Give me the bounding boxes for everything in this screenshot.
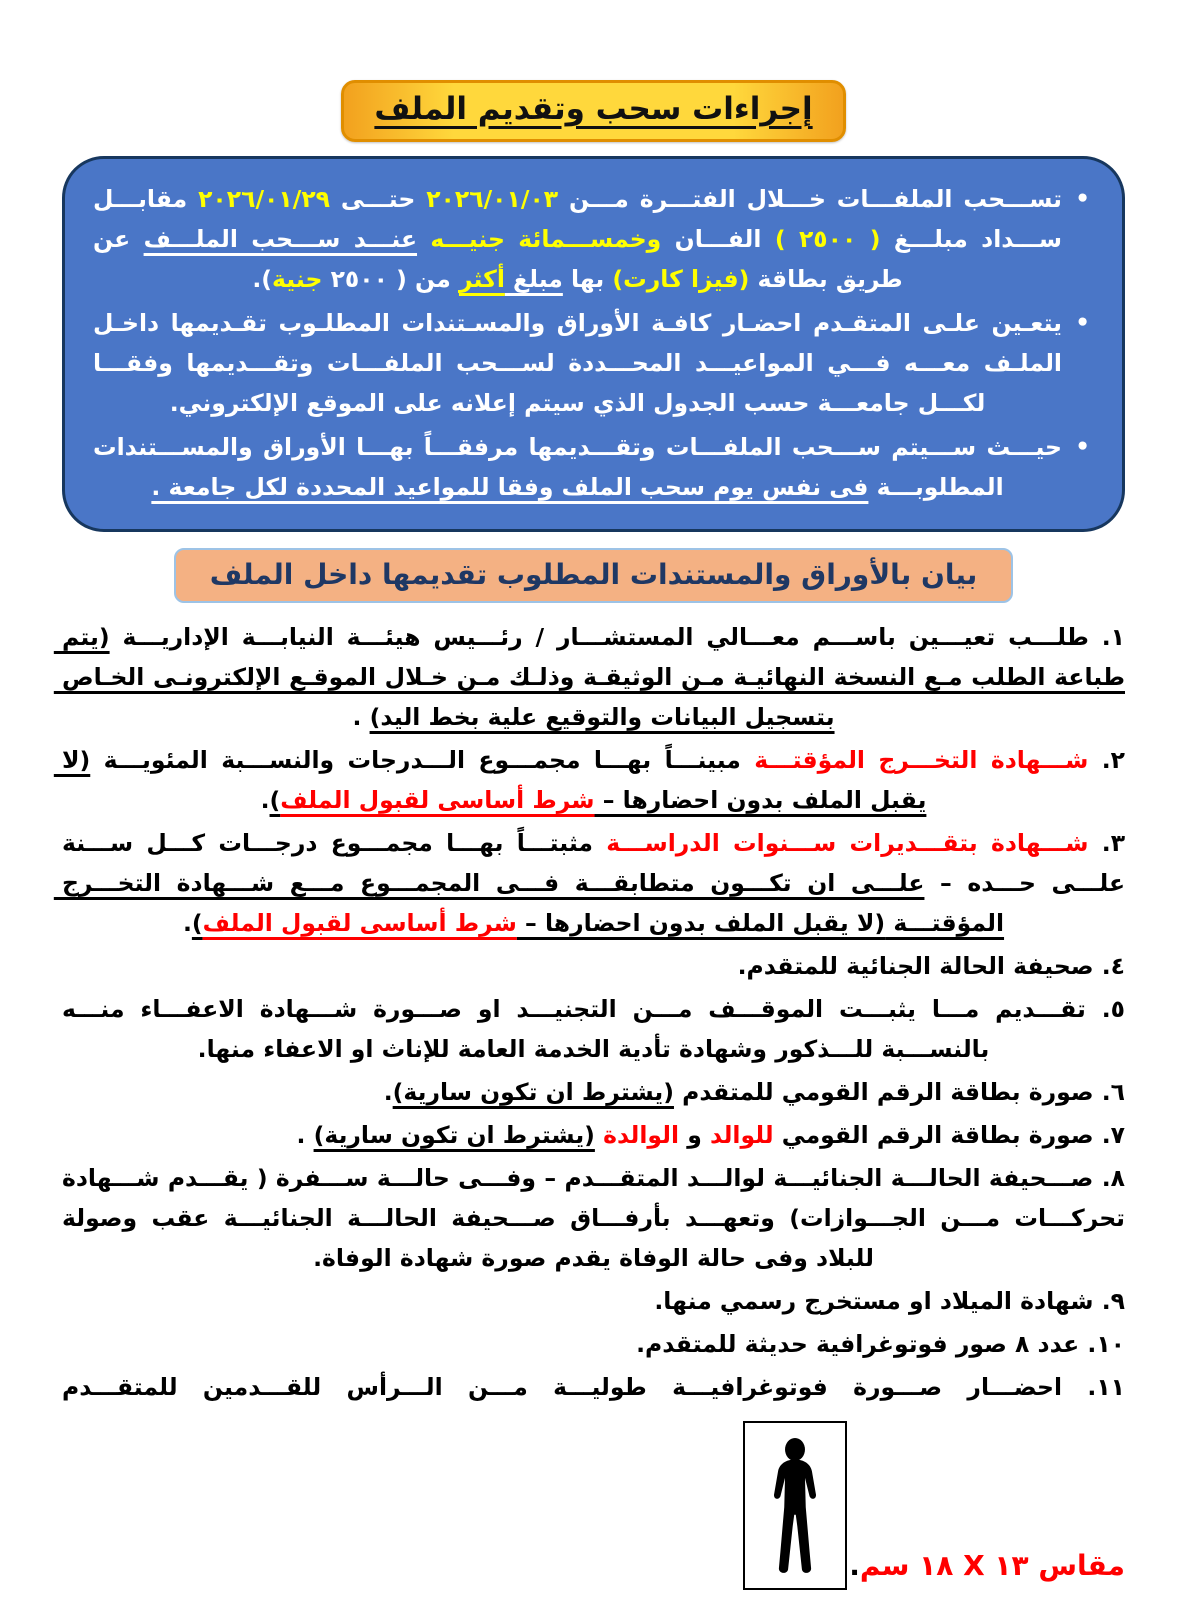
- text-run: (فيزا كارت): [612, 265, 750, 293]
- item-text: [54, 995, 1086, 1063]
- notice-bullet: [84, 303, 1094, 423]
- item-number: ٥.: [1085, 995, 1125, 1023]
- text-run: تقـــديم مـــا يثبـــت الموقـــف مـــن التجنيـــد او صـــورة شـــهادة الاعفـــاء منـــه بالنســـبة للـــذكور وشهادة تأدية الخدمة العامة للإناث او الاعفاء منها.: [53, 995, 1086, 1063]
- text-run: (لا يقبل الملف بدون احضارها –: [516, 909, 886, 937]
- item-number: ٩.: [1093, 1287, 1125, 1315]
- text-run: صحيفة الحالة الجنائية للمتقدم.: [737, 952, 1094, 980]
- item-text: [54, 829, 1125, 937]
- item-number: ١٠.: [1079, 1330, 1125, 1358]
- text-run: .: [182, 909, 192, 937]
- text-run: وخمســـمائة جنيـــه: [417, 225, 662, 253]
- text-run: الوالدة: [603, 1121, 680, 1149]
- notice-bullet: [84, 427, 1094, 507]
- procedures-title-box: [341, 80, 845, 142]
- text-run: .: [260, 786, 270, 814]
- document-list-item: [62, 1367, 1125, 1407]
- text-run: للوالد: [710, 1121, 774, 1149]
- bullet-text: [85, 433, 1062, 501]
- text-run: يتعـين علـى المتقـدم احضـار كافـة الأوراق والمسـتندات المطلـوب تقـديمها داخـل الملـف معـــه فـــي المواعيـــد المحـــددة لســـحب الملفـــات وتقـــديمها وفقـــا لكـــل جامعـــة حسب الجدول الذي سيتم إعلانه على الموقع الإلكتروني.: [84, 309, 1062, 417]
- bullet-text: [85, 309, 1062, 417]
- text-run: طلـــب تعيـــين باســـم معـــالي المستشـــار / رئـــيس هيئـــة النيابـــة الإداريـــة: [109, 623, 1089, 651]
- text-run: من ( ٢٥٠٠: [322, 265, 459, 293]
- text-run: الفـــان: [661, 225, 775, 253]
- item-number: ٦.: [1093, 1078, 1125, 1106]
- text-run: عدد ٨ صور فوتوغرافية حديثة للمتقدم.: [636, 1330, 1080, 1358]
- text-run: حتـــى: [330, 185, 427, 213]
- document-list-item: [53, 823, 1126, 943]
- text-run: صورة بطاقة الرقم القومي: [773, 1121, 1094, 1149]
- text-run: عن طريق بطاقة: [84, 225, 903, 293]
- item-text: [62, 1373, 1062, 1401]
- text-run: احضـــار صـــورة فوتوغرافيـــة طوليـــة مـــن الـــرأس للقـــدمين للمتقـــدم: [62, 1373, 1063, 1401]
- withdrawal-notice-box: [62, 156, 1125, 532]
- bullet-marker-icon: •: [1075, 434, 1090, 460]
- text-run: .: [352, 703, 370, 731]
- item-text: [654, 1287, 1093, 1315]
- text-run: (يشترط ان تكون سارية): [392, 1078, 674, 1106]
- document-list-item: [53, 740, 1126, 820]
- document-list-item: [62, 1072, 1125, 1112]
- text-run: [595, 1121, 603, 1149]
- documents-title-box: [174, 548, 1014, 603]
- item-text: [738, 952, 1094, 980]
- document-list-item: [53, 1158, 1126, 1278]
- text-run: شـــهادة بتقـــديرات ســـنوات الدراســـة: [592, 829, 1089, 857]
- text-run: مبلغ: [504, 265, 563, 293]
- text-run: فى نفس يوم سحب الملف وفقا للمواعيد المحددة لكل جامعة .: [151, 473, 869, 501]
- item-number: ٤.: [1093, 952, 1125, 980]
- text-run: شـــهادة التخـــرج المؤقتـــة: [740, 746, 1089, 774]
- required-documents-list: [53, 617, 1126, 1407]
- item-text: [54, 623, 1125, 731]
- bullet-text: [85, 185, 1062, 293]
- person-silhouette-image: [754, 1438, 836, 1580]
- bullet-marker-icon: •: [1075, 186, 1090, 212]
- document-list-item: [53, 989, 1125, 1069]
- text-run: ( ٢٥٠٠ ): [774, 225, 881, 253]
- text-run: ): [191, 909, 203, 937]
- document-list-item: [53, 617, 1125, 737]
- document-list-item: [62, 1281, 1125, 1321]
- notice-bullet-list: [84, 179, 1094, 507]
- text-run: مثبتـــاً بهـــا مجمـــوع درجـــات كـــل ســـنة علـــى حـــده –: [53, 829, 1125, 897]
- text-run: حيـــث ســـيتم ســـحب الملفـــات وتقـــديمها مرفقـــاً بهـــا الأوراق والمســـتندات المطلوبـــة: [84, 433, 1062, 501]
- item-text: [54, 746, 1089, 814]
- text-run: (يشترط ان تكون سارية): [313, 1121, 595, 1149]
- photo-size-caption: [849, 1549, 1125, 1590]
- text-run: تســـحب الملفـــات خـــلال الفتـــرة مـــن: [558, 185, 1062, 213]
- photo-frame: [743, 1421, 847, 1590]
- text-run: ٢٠٢٦/٠١/٢٩: [198, 185, 331, 213]
- item-number: ١.: [1088, 623, 1125, 651]
- item-number: ٣.: [1088, 829, 1126, 857]
- text-run: ).: [252, 265, 273, 293]
- text-run: .: [849, 1549, 860, 1582]
- photo-spec-row: [62, 1421, 1125, 1590]
- item-text: [54, 1164, 1125, 1272]
- bullet-marker-icon: •: [1075, 310, 1090, 336]
- text-run: مقاس ١٣ X ١٨ سم: [859, 1549, 1125, 1582]
- document-list-item: [62, 1115, 1125, 1155]
- text-run: شهادة الميلاد او مستخرج رسمي منها.: [654, 1287, 1094, 1315]
- notice-bullet: [84, 179, 1094, 299]
- text-run: (لا يقبل الملف بدون احضارها –: [53, 746, 927, 814]
- item-text: [384, 1078, 1094, 1106]
- text-run: مقابـــل ســـداد مبلـــغ: [84, 185, 1063, 253]
- item-number: ٧.: [1093, 1121, 1125, 1149]
- text-run: شرط أساسى لقبول الملف: [280, 786, 595, 814]
- text-run: علـــى ان تكـــون متطابقـــة فـــى المجمـــوع مـــع شـــهادة التخـــرج المؤقتـــة: [53, 869, 1005, 937]
- text-run: (يتم طباعة الطلب مـع النسخة النهائيـة مـن الوثيقـة وذلـك مـن خـلال الموقـع الإلكترونـى الخـاص بتسجيل البيانات والتوقيع علية بخط اليد): [53, 623, 1125, 731]
- item-number: ٨.: [1093, 1164, 1126, 1192]
- item-number: ١١.: [1062, 1373, 1125, 1401]
- text-run: بها: [562, 265, 613, 293]
- text-run: شرط أساسى لقبول الملف: [202, 909, 517, 937]
- text-run: أكثر: [458, 265, 505, 293]
- text-run: صورة بطاقة الرقم القومي للمتقدم: [673, 1078, 1094, 1106]
- text-run: ٢٠٢٦/٠١/٠٣: [426, 185, 559, 213]
- text-run: .: [383, 1078, 393, 1106]
- text-run: جنية: [272, 265, 323, 293]
- procedures-title: إجراءات سحب وتقديم الملف: [374, 91, 813, 127]
- document-list-item: [62, 946, 1125, 986]
- item-text: [636, 1330, 1079, 1358]
- document-list-item: [62, 1324, 1125, 1364]
- documents-title: بيان بالأوراق والمستندات المطلوب تقديمها داخل الملف: [209, 558, 978, 591]
- text-run: .: [296, 1121, 314, 1149]
- text-run: عنـــد ســـحب الملـــف: [143, 225, 418, 253]
- text-run: ): [269, 786, 281, 814]
- text-run: و: [679, 1121, 711, 1149]
- text-run: مبينـــاً بهـــا مجمـــوع الـــدرجات والنســـبة المئويـــة: [90, 746, 741, 774]
- item-text: [296, 1121, 1093, 1149]
- text-run: صـــحيفة الحالـــة الجنائيـــة لوالـــد المتقـــدم – وفـــى حالـــة ســـفرة ( يقـــدم شـــهادة تحركـــات مـــن الجـــوازات) وتعهـــد بأرفـــاق صـــحيفة الحالـــة الجنائيـــة عقب وصولة للبلاد وفى حالة الوفاة يقدم صورة شهادة الوفاة.: [53, 1164, 1125, 1272]
- item-number: ٢.: [1088, 746, 1126, 774]
